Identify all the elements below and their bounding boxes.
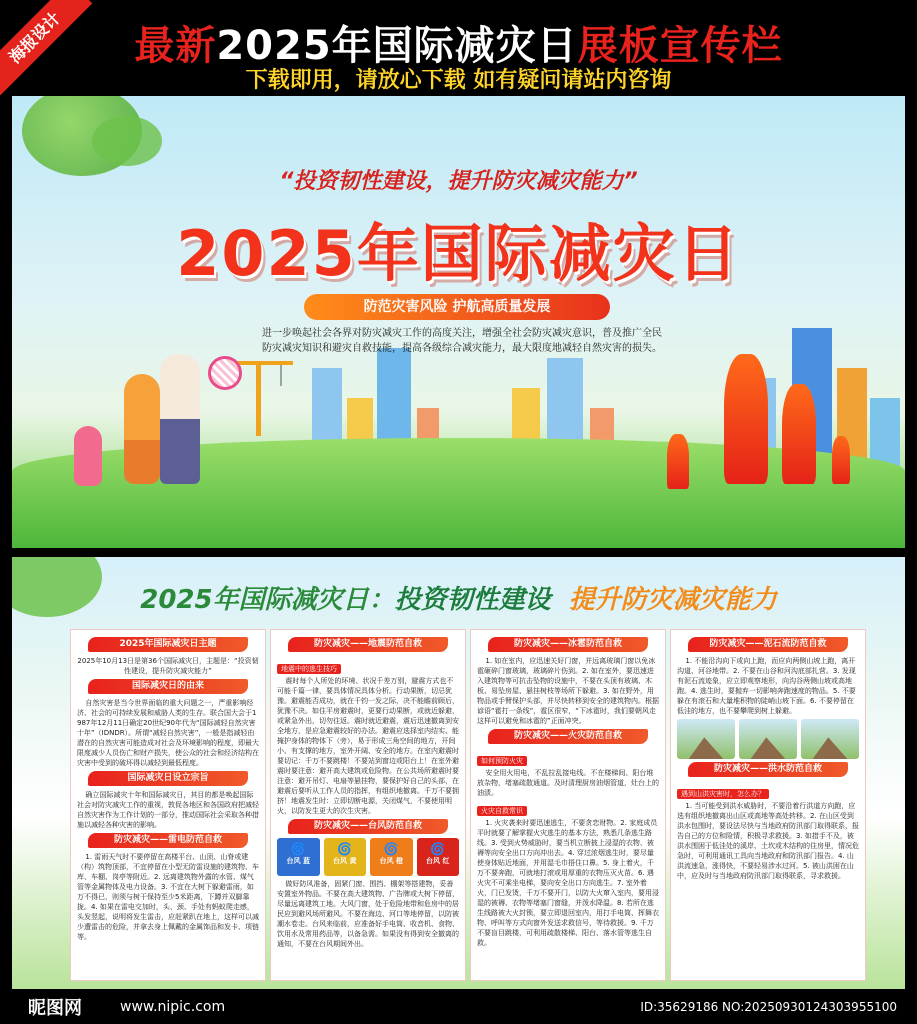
column-hail-fire — [470, 629, 666, 981]
banner-intro: 进一步唤起社会各界对防灾减灾工作的高度关注，增强全社会防灾减灾意识，普及推广全民防灾减灾知识和避灾自救技能，提高各级综合减灾能力，最大限度地减轻自然灾害的损失。 — [262, 328, 662, 354]
runner-silhouette-icon — [724, 354, 768, 484]
typhoon-warning-icons — [277, 838, 459, 876]
site-logo: 昵图网 — [28, 998, 82, 1019]
quake-text: 震时每个人所处的环境、状况千差万别，避震方式也不可能千篇一律，要具体情况具体分析。行动果断，切忌犹豫。避震能否成功，就在千钧一发之际，决不能瞻前顾后，犹豫不决。如住平房避震时，更要行动果断，或就近躲避，或紧急外出，切勿往返。震时就近避震，震后迅速撤离到安全地方，是应急避震较好的办法。避震应选择室内结实、能掩护身体的物体下（旁），易于形成三角空间的地方，开间小、有支撑的地方，室外开阔、安全的地方。在室内避震时要切记：千万不要跳楼！不要站到窗边或阳台上！在室外避震时要注意：避开高大建筑或危险物。在公共场所避震时要注意：避开吊灯、电扇等悬挂物，要保护好自己的头部，在避震后要听从工作人员的指挥，有组织地撤离。千万不要拥挤！地震发生时：立即切断电源，关闭煤气，不要使用明火，以防发生更大的次生灾害。 — [277, 677, 459, 815]
debris-text: 1. 不能沿沟向下或向上跑，而应向两侧山坡上跑，离开沟道、河谷地带。2. 不要在山谷和河沟底部扎营。3. 发现有泥石流迹象，应立即观察地形，向沟谷两侧山坡或高地跑。4. 逃生时，要抛弃一切影响奔跑速度的物品。5. 不要躲在有滚石和大量堆积物的陡峭山坡下面。6. 不要停留在低洼的地方，也不要攀爬到树上躲避。 — [677, 657, 856, 715]
banner-pill: 防范灾害风险 护航高质量发展 — [304, 294, 610, 320]
runner-silhouette-icon — [782, 384, 816, 484]
typhoon-red-label: 台风 红 — [426, 857, 450, 865]
board-title-b: 投资韧性建设 — [394, 585, 551, 615]
page-subtitle: 下载即用，请放心下载 如有疑问请站内咨询 — [245, 68, 672, 93]
column-intro — [70, 629, 266, 981]
setup-text: 确立国际减灾十年和国际减灾日，其目的都是唤起国际社会对防灾减灾工作的重视，敦促各地区和各国政府把减轻自然灾害作为工作计划的一部分，推动国际社会采取各种措施以减轻各种灾害的影响。 — [77, 791, 259, 829]
fire-prevent-tag: 如何预防火灾 — [477, 756, 527, 766]
typhoon-orange-icon: 🌀 台风 橙 — [370, 838, 413, 876]
theme-text: 2025年10月13日是第36个国际减灾日，主题是：“投资韧性建设，提升防灾减灾能力” — [77, 657, 259, 675]
flood-tag: 遇到山洪灾害时，怎么办？ — [677, 789, 769, 799]
debris-illustrations — [677, 719, 859, 759]
typhoon-blue-label: 台风 蓝 — [286, 857, 310, 865]
column-quake-typhoon — [270, 629, 466, 981]
board-title — [12, 579, 905, 616]
setup-heading: 国际减灾日设立宗旨 — [88, 771, 248, 786]
child-figure-icon — [74, 426, 102, 486]
quake-heading: 防灾减灾——地震防范自救 — [288, 637, 448, 652]
fire-rescue-text: 1. 火灾袭来时要迅速逃生，不要贪恋财物。2. 家庭成员平时就要了解掌握火灾逃生的基本方法，熟悉几条逃生路线。3. 受到火势威胁时，要当机立断披上浸湿的衣物、被褥等向安全出口方向冲出去。4. 穿过浓烟逃生时，要尽量使身体贴近地面，并用湿毛巾捂住口鼻。5. 身上着火，千万不要奔跑，可就地打滚或用厚重的衣物压灭火苗。6. 遇火灾不可乘坐电梯，要向安全出口方向逃生。7. 室外着火，门已发烫，千万不要开门，以防大火窜入室内，要用浸湿的被褥、衣物等堵塞门窗缝，并泼水降温。8. 若所在逃生线路被大火封锁，要立即退回室内，用打手电筒、挥舞衣物、呼叫等方式向窗外发送求救信号，等待救援。9. 千万不要盲目跳楼，可利用疏散楼梯、阳台、落水管等逃生自救。 — [477, 819, 659, 947]
runner-silhouette-icon — [832, 436, 850, 484]
hail-text: 1. 如在室内，应迅速关好门窗，并远离玻璃门窗以免冰雹砸碎门窗玻璃，玻璃碎片伤到。2. 如在室外，要迅速进入建筑物等可抗击坠物的设施中，不要在头顶有玻璃、木板、易坠房屋、悬挂树枝等场所下躲避。3. 如在野外，用物品或手臂保护头部，并尽快转移到安全的建筑物内。根据谚语“雹打一条线”，雹区很窄，“下冰雹时，我们要朝风走这样可以避免和冰雹的”正面冲突。 — [477, 657, 659, 725]
title-part-board: 展板宣传栏 — [577, 23, 783, 69]
typhoon-red-icon: 🌀 台风 红 — [417, 838, 460, 876]
hail-heading: 防灾减灾——冰雹防范自救 — [488, 637, 648, 652]
fire-heading: 防灾减灾——火灾防范自救 — [488, 729, 648, 744]
board-title-c: 提升防灾减灾能力 — [568, 585, 777, 615]
debris-heading: 防灾减灾——泥石流防范自救 — [688, 637, 848, 652]
info-board — [12, 557, 905, 989]
footer-bar — [0, 990, 917, 1024]
board-title-a: 2025年国际减灾日： — [140, 585, 395, 615]
mountain-illustration-icon — [739, 719, 797, 759]
thunder-heading: 防灾减灾——雷电防范自救 — [88, 833, 248, 848]
typhoon-yellow-icon: 🌀 台风 黄 — [324, 838, 367, 876]
typhoon-yellow-label: 台风 黄 — [333, 857, 357, 865]
column-debris-flood — [670, 629, 866, 981]
flood-heading: 防灾减灾——洪水防范自救 — [688, 762, 848, 777]
title-part-event: 2025年国际减灾日 — [216, 23, 578, 69]
father-figure-icon — [160, 354, 200, 484]
origin-heading: 国际减灾日的由来 — [88, 679, 248, 694]
fire-prevent-text: 安全用火用电，不乱拉乱接电线。不在楼梯间、阳台堆放杂物，堵塞疏散通道。及时清理厨房油烟管道，灶台上的油渍。 — [477, 769, 659, 797]
quake-tag: 地震中的逃生技巧 — [277, 664, 341, 674]
corner-ribbon: 海报设计 — [0, 0, 92, 95]
typhoon-text: 做好防风准备，固紧门窗、围挡、棚架等搭建物，妥善安置室外物品。不要在高大建筑物、广告牌或大树下停留，尽量远离建筑工地。大风门窗，处于危险地带和危房中的居民应到避风场所避风。不要在海边、河口等地停留，以防被潮水卷走。台风来临前，应准备好手电筒、收音机、食物、饮用水及常用药品等，以备急需。如果没有得到安全撤离的通知，不要在台风期间外出。 — [277, 880, 459, 948]
flood-text: 1. 当可能受到洪水威胁时，不要沿着行洪道方向跑，应选有组织地撤离出山区或高地等高处转移。2. 在山区受到洪水包围时，要设法尽快与当地政府防汛部门取得联系，报告自己的方位和险情，积极寻求救援。3. 如措手不及，被洪水围困于低洼处的溪岸、土坎或木结构的住房里，情况危急时，可利用通讯工具向当地政府和防汛部门报告。4. 山洪流速急，涨得快，不要轻易涉水过河。5. 被山洪困在山中，应及时与当地政府防汛部门取得联系，寻求救援。 — [677, 802, 859, 880]
banner-title: 2025年国际减灾日 — [176, 217, 741, 290]
theme-heading: 2025年国际减灾日主题 — [88, 637, 248, 652]
fire-rescue-tag: 火灾自救常识 — [477, 806, 527, 816]
typhoon-heading: 防灾减灾——台风防范自救 — [288, 819, 448, 834]
net-icon — [208, 356, 242, 390]
leaf-cluster-icon — [92, 116, 162, 166]
mountain-illustration-icon — [677, 719, 735, 759]
mountain-illustration-icon — [801, 719, 859, 759]
banner-panel — [12, 96, 905, 548]
image-id: ID:35629186 NO:20250930124303955100 — [640, 1000, 897, 1014]
title-part-new: 最新 — [134, 23, 217, 69]
typhoon-blue-icon: 🌀 台风 蓝 — [277, 838, 320, 876]
typhoon-orange-label: 台风 橙 — [379, 857, 403, 865]
mother-figure-icon — [124, 374, 160, 484]
site-url: www.nipic.com — [120, 999, 226, 1015]
runner-silhouette-icon — [667, 434, 689, 489]
banner-slogan: “投资韧性建设，提升防灾减灾能力” — [279, 169, 638, 194]
origin-text: 自然灾害是当今世界面临的重大问题之一，严重影响经济、社会的可持续发展和威胁人类的生存。联合国大会于1987年12月11日确定20世纪90年代为“国际减轻自然灾害十年”（IDNDR）。所谓“减轻自然灾害”，一般是指减轻由潜在的自然灾害可能造成对社会及环境影响的程度，即最大限度减少人员伤亡和财产损失，使公众的社会和经济结构在灾害中受到的破坏得以减轻到最低程度。 — [77, 699, 259, 767]
thunder-text: 1. 雷雨天气时不要停留在高楼平台、山顶、山脊或建（构）筑物顶部，不宜停留在小型无防雷设施的建筑物、车库、车棚、岗亭等附近。2. 远离建筑物外露的水管、煤气管等金属物体及电力设备。3. 不宜在大树下躲避雷雨，如万不得已，则须与树干保持至少5米距离，下蹲并双脚靠拢。4. 如果在雷电交加时，头、颈、手处有蚂蚁爬走感，头发竖起，说明将发生雷击，应赶紧趴在地上，这样可以减少遭雷击的危险，并拿去身上佩戴的金属饰品和发卡、项链等。 — [77, 853, 259, 941]
